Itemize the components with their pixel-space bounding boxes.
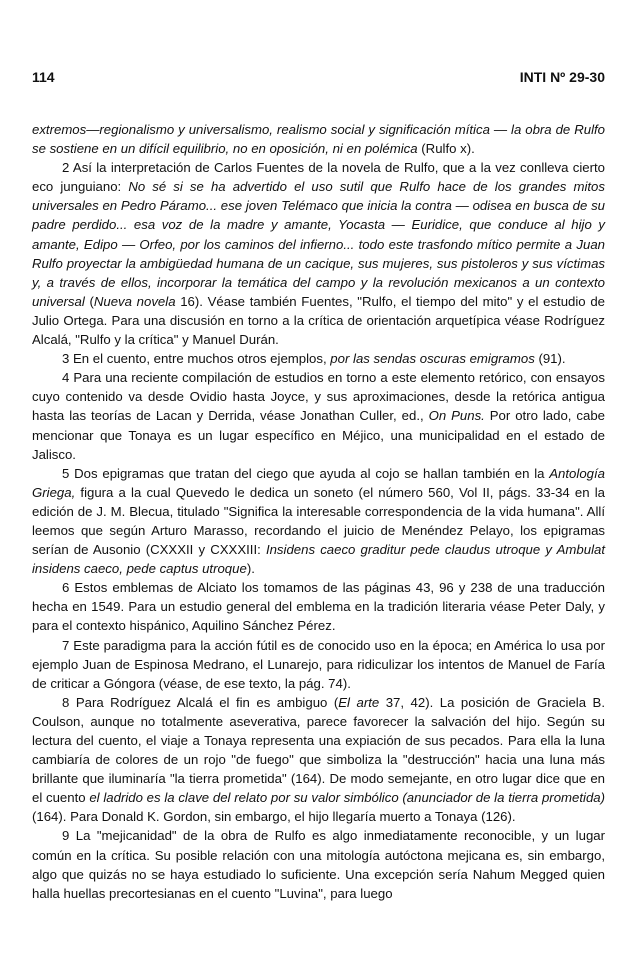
text-run: 6 Estos emblemas de Alciato los tomamos de las páginas 43, 96 y 238 de una traducción hecha en 1549. Para un estudio general del emblema en la tradición literaria véase Peter Daly, y para el contexto hispánico, Aquilino Sánchez Pérez. xyxy=(32,580,605,634)
text-run: 16). Véase también Fuentes, "Rulfo, el tiempo del mito" y el estudio de Julio Ortega. Para una discusión en torno a la crítica de orientación arquetípica véase Rodríguez Alcalá, "Rulfo y la crítica" y Manuel Durán. xyxy=(32,293,605,348)
italic-text: extremos—regionalismo y universalismo, realismo social y significación mítica — la obra de Rulfo se sostiene en un difícil equilibrio, no en oposición, ni en polémica xyxy=(32,122,605,157)
paragraph-continuation xyxy=(32,120,605,158)
italic-text: por las sendas oscuras emigramos xyxy=(330,351,535,367)
endnote-8 xyxy=(32,693,605,827)
text-run: 2 Así la interpretación de Carlos Fuentes de la novela de Rulfo, que a la vez conlleva cierto eco junguiano: xyxy=(32,160,605,195)
text-run: ). xyxy=(246,561,255,577)
text-run: 3 En el cuento, entre muchos otros ejemplos, xyxy=(62,351,331,367)
text-run: 7 Este paradigma para la acción fútil es de conocido uso en la época; en América lo usa por ejemplo Juan de Espinosa Medrano, el Lunarejo, para ridiculizar los intentos de Manuel de Faría de criticar a Góngora (véase, de ese texto, la pág. 74). xyxy=(32,637,605,691)
text-run: (Rulfo x). xyxy=(417,141,475,157)
text-run: (91). xyxy=(534,351,566,367)
text-run: Por otro lado, cabe mencionar que Tonaya es un lugar específico en Méjico, una municipalidad en el estado de Jalisco. xyxy=(32,408,605,462)
text-run: 5 Dos epigramas que tratan del ciego que ayuda al cojo se hallan también en la xyxy=(62,465,550,481)
text-run: figura a la cual Quevedo le dedica un soneto (el número 560, Vol II, págs. 33-34 en la edición de J. M. Blecua, titulado "Significa la interesable correspondencia de la vida humana". Allí leemos que según Arturo Marasso, recordando el juicio de Menéndez Pelayo, los epigramas serían de Ausonio (CXXXII y CXXXIII: xyxy=(32,484,605,558)
italic-text: el ladrido es la clave del relato por su valor simbólico (anunciador de la tierra prometida) xyxy=(89,790,606,806)
text-run: 9 La "mejicanidad" de la obra de Rulfo es algo inmediatamente reconocible, y un lugar común en la crítica. Su posible relación con una mitología autóctona mejicana es, sin embargo, algo que quizás no se haya estudiado lo suficiente. Una excepción sería Nahum Megged quien halla huellas precortesianas en el cuento "Luvina", para luego xyxy=(32,828,605,901)
text-run: 37, 42). La posición de Graciela B. Coulson, aunque no totalmente aseverativa, parece favorecer la salvación del hijo. Según su lectura del cuento, el viaje a Tonaya representa una expiación de sus pecados. Para ella la luna cambiaría de colores de un rojo "de fuego" que simboliza la "destrucción" hacia una luna más brillante que iluminaría "la tierra prometida" (164). De modo semejante, en otro lugar dice que en el cuento xyxy=(32,694,605,806)
endnote-2 xyxy=(32,158,605,349)
endnote-7 xyxy=(32,636,605,693)
italic-text: On Puns. xyxy=(428,408,485,424)
endnote-9 xyxy=(32,826,605,902)
endnote-5 xyxy=(32,464,605,579)
running-header xyxy=(32,69,605,87)
text-run: ( xyxy=(84,293,94,309)
endnote-3 xyxy=(32,349,605,368)
page-number: 114 xyxy=(32,69,55,85)
italic-text: El arte xyxy=(338,694,380,710)
italic-text: Insidens caeco graditur pede claudus utroque y Ambulat insidens caeco, pede captus utroque xyxy=(32,542,605,577)
text-run: (164). Para Donald K. Gordon, sin embargo, el hijo llegaría muerto a Tonaya (126). xyxy=(32,809,516,825)
text-run: 8 Para Rodríguez Alcalá el fin es ambiguo ( xyxy=(62,694,339,710)
italic-text: Antología Griega, xyxy=(32,465,605,500)
text-run: 4 Para una reciente compilación de estudios en torno a este elemento retórico, con ensayos cuyo contenido va desde Ovidio hasta Joyce, y sus aproximaciones, desde la retórica antigua hasta las teorías de Lacan y Derrida, véase Jonathan Culler, ed., xyxy=(32,370,605,424)
endnote-4 xyxy=(32,368,605,463)
notes-body xyxy=(32,120,605,903)
italic-text: No sé si se ha advertido el uso sutil que Rulfo hace de los grandes mitos universales en Pedro Páramo... ese joven Telémaco que inicia la contra — odisea en busca de su padre perdido... esa voz de la madre y amante, Yocasta — Euridice, que conduce al hijo y amante, Edipo — Orfeo, por los caminos del infierno... todo este trasfondo mítico permite a Juan Rulfo proyectar la ambigüedad humana de un cacique, sus mujeres, sus pistoleros y sus víctimas y, a través de ellos, incorporar la temática del campo y la revolución mexicanos a un contexto universal xyxy=(32,179,605,309)
italic-text: Nueva novela xyxy=(93,293,176,309)
journal-title: INTI Nº 29-30 xyxy=(519,69,605,85)
endnote-6 xyxy=(32,578,605,635)
